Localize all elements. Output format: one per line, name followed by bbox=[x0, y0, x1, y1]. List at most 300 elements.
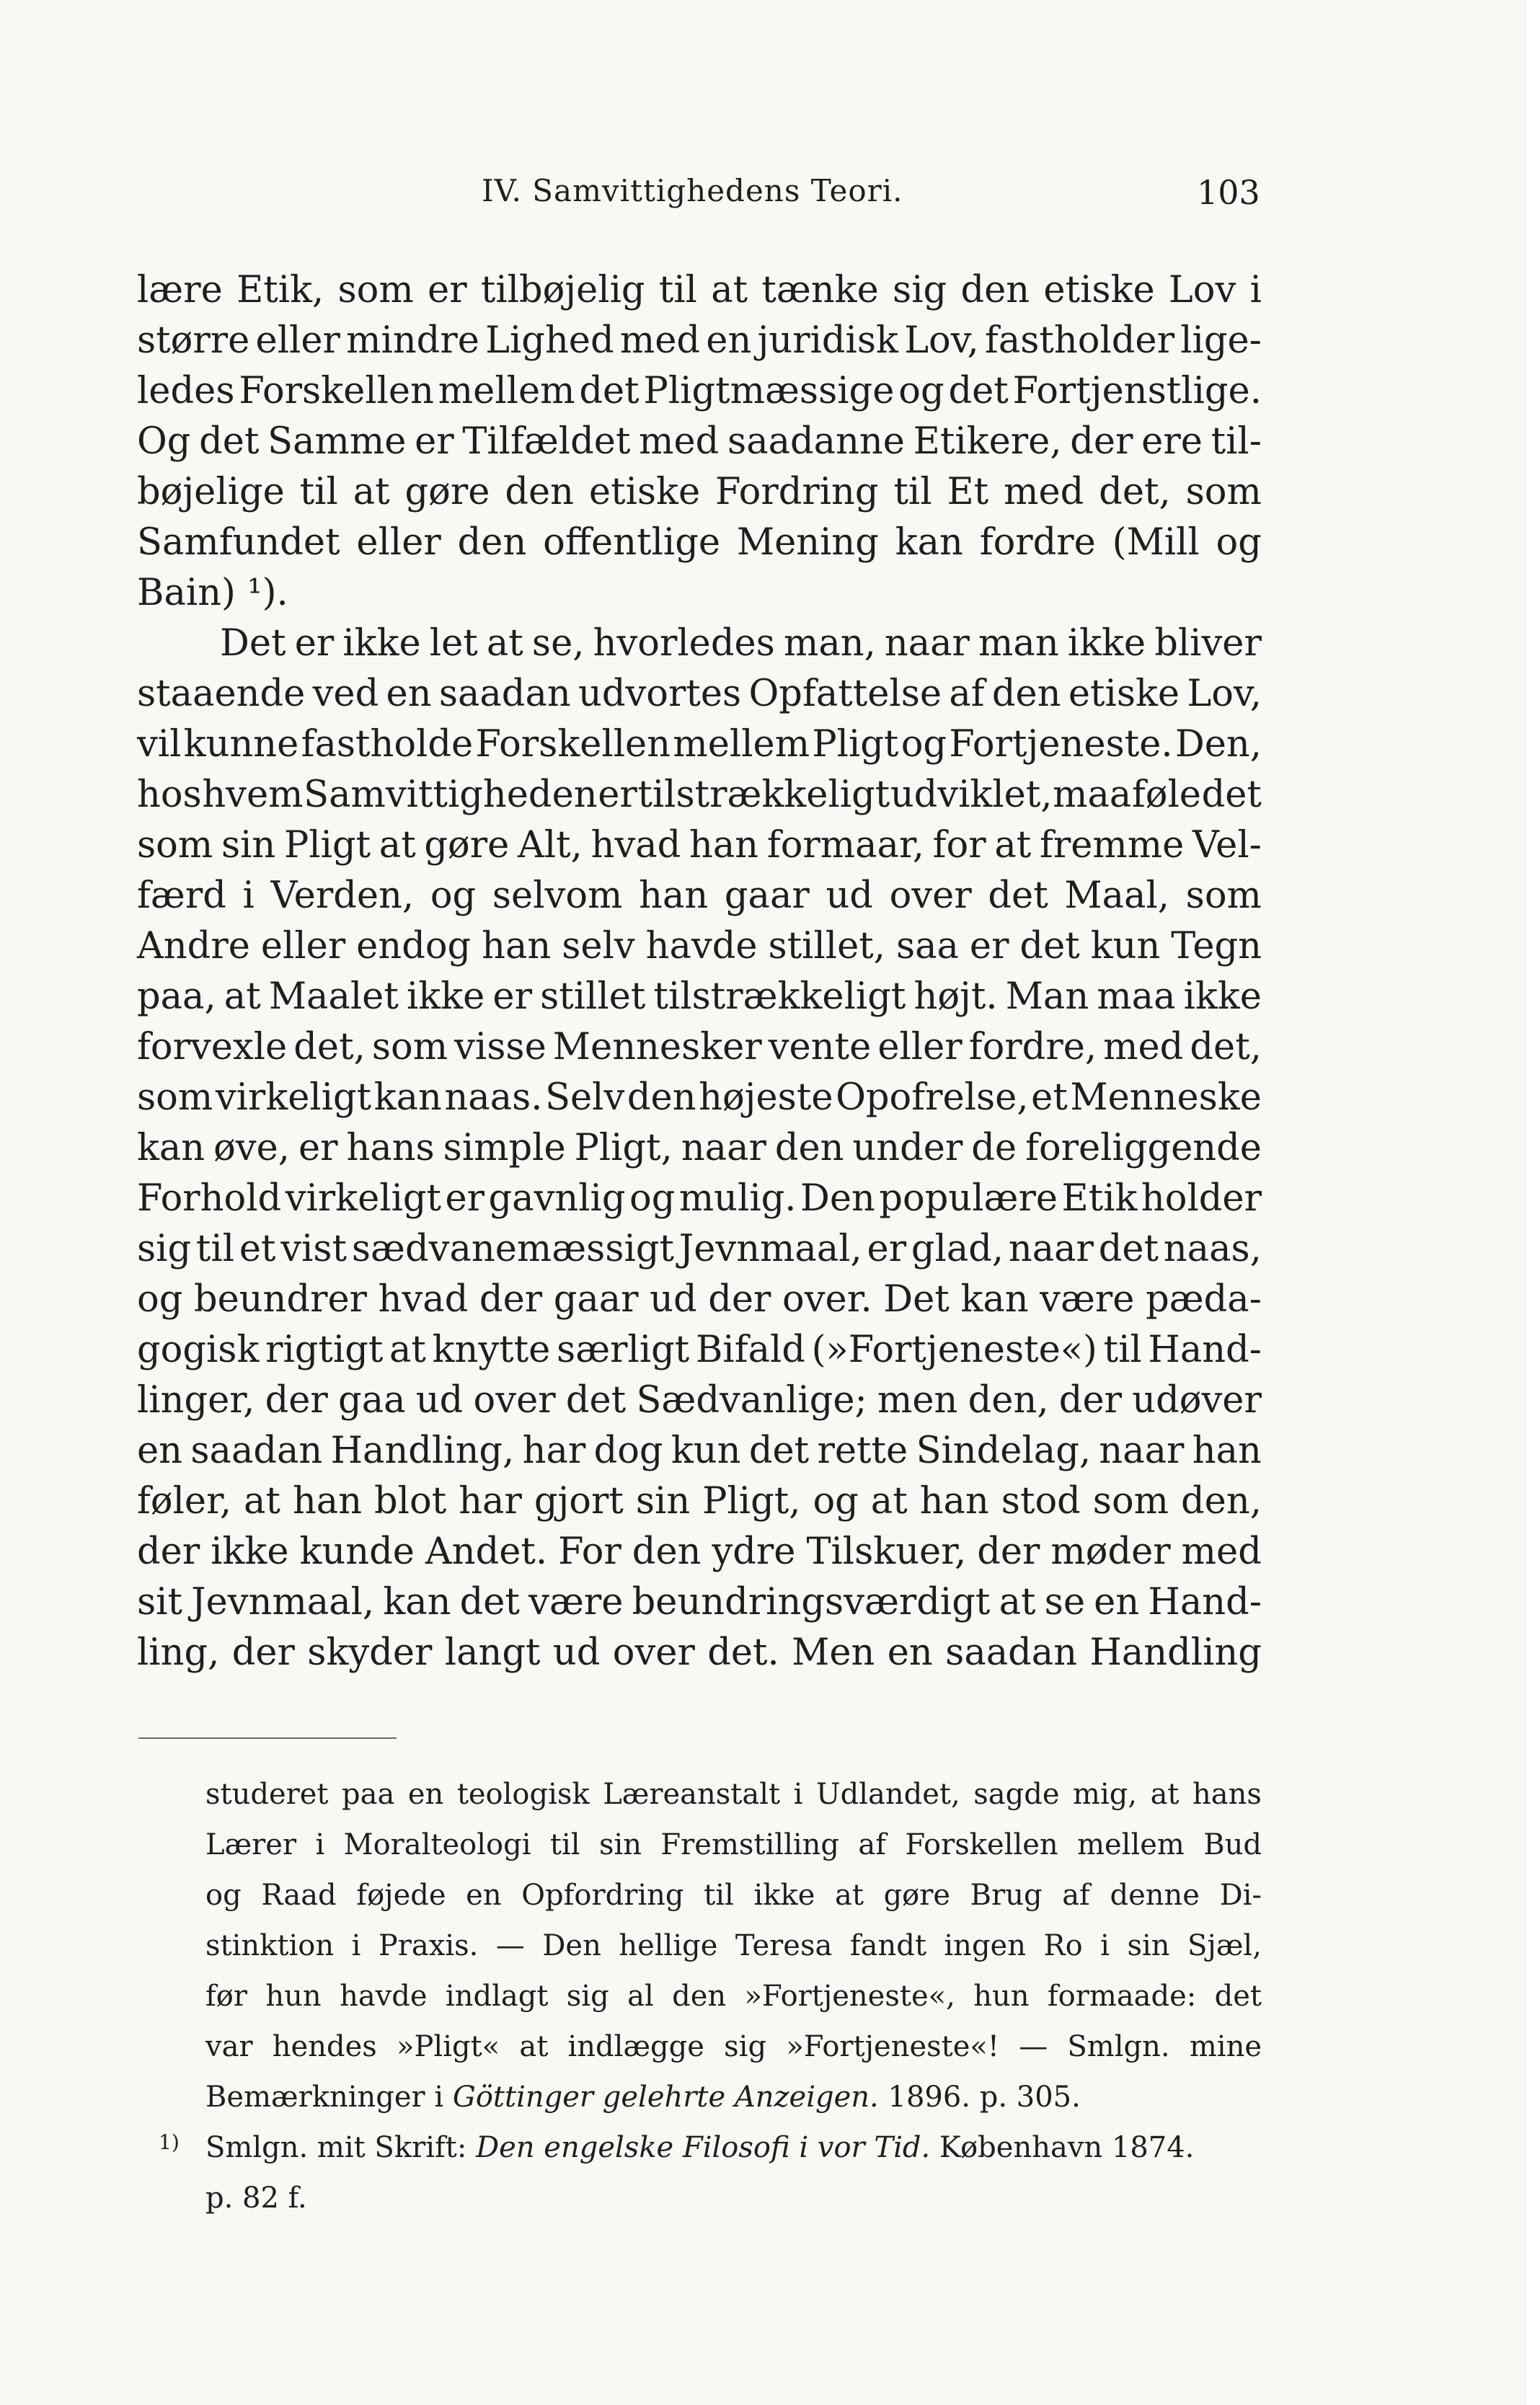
word: Lov, bbox=[1187, 673, 1262, 715]
word: foreliggende bbox=[1025, 1127, 1262, 1169]
word: blot bbox=[374, 1480, 447, 1523]
word: naas, bbox=[1163, 1228, 1262, 1270]
word: hellige bbox=[619, 1929, 718, 1962]
word: saadan bbox=[945, 1631, 1078, 1674]
word: der bbox=[137, 1531, 200, 1573]
text-line bbox=[137, 265, 1262, 316]
word: »Fortjeneste«, bbox=[744, 1980, 955, 2013]
word: og bbox=[430, 874, 477, 917]
word: ikke bbox=[211, 1531, 289, 1573]
footnote-text: København 1874. bbox=[930, 2131, 1195, 2164]
footnote-text: p. 82 f. bbox=[205, 2182, 307, 2215]
word: Sjæl, bbox=[1187, 1929, 1262, 1962]
word: ikke bbox=[753, 1879, 815, 1912]
word: ledes bbox=[137, 370, 235, 412]
word: Man bbox=[1005, 975, 1089, 1018]
word: som bbox=[337, 269, 414, 311]
word: fremme bbox=[1039, 824, 1185, 867]
word: over bbox=[889, 874, 972, 917]
word: Forskellen bbox=[475, 723, 671, 766]
footnote-line bbox=[205, 1975, 1262, 2026]
word: stillet bbox=[540, 975, 646, 1018]
word: knytte bbox=[432, 1329, 551, 1371]
word: etiske bbox=[1043, 269, 1155, 311]
word: at bbox=[486, 622, 523, 665]
word: Etikere, bbox=[913, 420, 1062, 463]
word: kan bbox=[383, 1581, 451, 1624]
word: at bbox=[1150, 1778, 1180, 1811]
word: i bbox=[793, 1778, 803, 1811]
text-line bbox=[137, 1426, 1262, 1476]
word: formaar, bbox=[766, 824, 924, 867]
word: Opfattelse bbox=[748, 673, 942, 715]
word: etiske bbox=[588, 471, 701, 513]
footnote-line bbox=[205, 1773, 1262, 1824]
word: man bbox=[978, 622, 1059, 665]
word: den, bbox=[968, 1379, 1049, 1422]
word: en bbox=[386, 673, 432, 715]
word: stinktion bbox=[205, 1929, 335, 1962]
word: er bbox=[969, 925, 1009, 967]
word: var bbox=[205, 2030, 253, 2063]
word: for bbox=[932, 824, 986, 867]
word: Samme bbox=[267, 420, 407, 463]
word: ere bbox=[1141, 420, 1203, 463]
word: som bbox=[137, 1076, 213, 1119]
word: den, bbox=[1181, 1480, 1262, 1523]
word: hvorledes bbox=[593, 622, 775, 665]
word: sit bbox=[137, 1581, 182, 1624]
word: tilstrækkeligt bbox=[637, 774, 890, 816]
word: gøre bbox=[424, 824, 510, 867]
word: den bbox=[991, 673, 1061, 715]
word: sin bbox=[598, 1828, 642, 1861]
word: det bbox=[1098, 1228, 1159, 1270]
word: glad, bbox=[911, 1228, 1004, 1270]
word: sagde bbox=[973, 1778, 1060, 1811]
word: i bbox=[351, 1929, 361, 1962]
word: har bbox=[459, 1480, 522, 1523]
word: som bbox=[1092, 1480, 1169, 1523]
word: eller bbox=[260, 925, 346, 967]
word: er bbox=[428, 269, 467, 311]
text-line bbox=[137, 1123, 1262, 1174]
word: udøver bbox=[1132, 1379, 1262, 1422]
word: Bain) ¹). bbox=[137, 572, 288, 614]
word: det, bbox=[293, 1026, 366, 1068]
word: Men bbox=[792, 1631, 875, 1674]
word: og bbox=[1216, 521, 1262, 564]
word: etiske bbox=[1068, 673, 1180, 715]
word: at bbox=[999, 1581, 1036, 1624]
word: sig bbox=[724, 2030, 767, 2063]
word: formaade: bbox=[1047, 1980, 1197, 2013]
word: gaa bbox=[338, 1379, 406, 1422]
word: fordre bbox=[979, 521, 1096, 564]
word: at bbox=[870, 1480, 908, 1523]
word: visse bbox=[454, 1026, 546, 1068]
word: Andre bbox=[137, 925, 250, 967]
word: (Mill bbox=[1112, 521, 1200, 564]
word: staaende bbox=[137, 673, 306, 715]
word: naar bbox=[1008, 1228, 1094, 1270]
footnote-text: Bemærkninger i bbox=[205, 2081, 453, 2114]
word: fordre, bbox=[968, 1026, 1097, 1068]
word: eller bbox=[877, 1026, 962, 1068]
word: Verden, bbox=[270, 874, 415, 917]
text-line bbox=[137, 871, 1262, 921]
word: Pligt, bbox=[574, 1127, 673, 1169]
word: det, bbox=[1099, 471, 1171, 513]
word: Sindelag, bbox=[916, 1430, 1092, 1472]
word: med bbox=[619, 319, 701, 362]
word: Det bbox=[883, 1278, 950, 1321]
word: simple bbox=[443, 1127, 566, 1169]
text-line bbox=[137, 719, 1262, 770]
word: gaar bbox=[724, 874, 810, 917]
word: Tilfældet bbox=[462, 420, 631, 463]
word: det bbox=[748, 1430, 810, 1472]
word: se bbox=[1044, 1581, 1085, 1624]
word: møder bbox=[1050, 1531, 1171, 1573]
word: ud bbox=[415, 1379, 464, 1422]
word: ikke bbox=[1183, 975, 1262, 1018]
word: gøre bbox=[404, 471, 490, 513]
word: øve, bbox=[213, 1127, 291, 1169]
word: han bbox=[1192, 1430, 1262, 1472]
text-line bbox=[137, 1476, 1262, 1527]
word: (»Fortjeneste«) bbox=[811, 1329, 1097, 1371]
word: større bbox=[137, 319, 250, 362]
page-number: 103 bbox=[1197, 173, 1260, 212]
text-line bbox=[137, 1224, 1262, 1275]
word: den bbox=[627, 1076, 696, 1119]
word: endog bbox=[356, 925, 472, 967]
word: havde bbox=[645, 925, 758, 967]
word: har bbox=[522, 1430, 586, 1472]
word: føjede bbox=[356, 1879, 446, 1912]
word: gavnlig bbox=[488, 1177, 626, 1220]
word: til bbox=[299, 471, 338, 513]
word: tilstrækkeligt bbox=[653, 975, 906, 1018]
word: et bbox=[1031, 1076, 1068, 1119]
word: saadan bbox=[438, 673, 571, 715]
word: Fremstilling bbox=[660, 1828, 840, 1861]
word: særligt bbox=[557, 1329, 690, 1371]
word: lige- bbox=[1180, 319, 1262, 362]
word: Bifald bbox=[695, 1329, 805, 1371]
word: over bbox=[612, 1631, 695, 1674]
word: hvad bbox=[590, 824, 681, 867]
word: Bud bbox=[1203, 1828, 1262, 1861]
word: mine bbox=[1189, 2030, 1262, 2063]
word: at bbox=[244, 1480, 280, 1523]
word: Den bbox=[800, 1177, 875, 1220]
word: og bbox=[898, 370, 944, 412]
word: til bbox=[704, 1879, 734, 1912]
word: Og bbox=[137, 420, 191, 463]
word: Lighed bbox=[485, 319, 614, 362]
word: en bbox=[1094, 1581, 1140, 1624]
word: de bbox=[971, 1127, 1017, 1169]
word: det bbox=[1201, 774, 1262, 816]
word: vist bbox=[280, 1228, 348, 1270]
word: Sædvanlige; bbox=[636, 1379, 867, 1422]
word: at bbox=[835, 1879, 864, 1912]
word: han bbox=[919, 1480, 989, 1523]
word: den bbox=[672, 1980, 727, 2013]
footnote-line bbox=[205, 1925, 1262, 1975]
word: det bbox=[199, 420, 260, 463]
word: sædvanemæssigt bbox=[351, 1228, 674, 1270]
word: der bbox=[1070, 420, 1133, 463]
word: hun bbox=[265, 1980, 322, 2013]
word: som bbox=[371, 1026, 448, 1068]
word: at bbox=[379, 824, 416, 867]
word: maa bbox=[1053, 774, 1132, 816]
word: den bbox=[774, 1127, 844, 1169]
word: havde bbox=[340, 1980, 428, 2013]
word: indlagt bbox=[445, 1980, 549, 2013]
word: hos bbox=[137, 774, 202, 816]
word: Praxis. bbox=[378, 1929, 479, 1962]
word: paa, bbox=[137, 975, 216, 1018]
word: det bbox=[948, 370, 1009, 412]
text-line bbox=[137, 1628, 1262, 1678]
word: over bbox=[473, 1379, 556, 1422]
word: naas. bbox=[444, 1076, 543, 1119]
word: er bbox=[867, 1228, 907, 1270]
word: ved bbox=[312, 673, 379, 715]
word: For bbox=[558, 1531, 621, 1573]
text-line bbox=[137, 921, 1262, 972]
word: mindre bbox=[346, 319, 479, 362]
word: en bbox=[887, 1631, 933, 1674]
word: er bbox=[415, 420, 454, 463]
word: er bbox=[598, 774, 637, 816]
word: Menneske bbox=[1070, 1076, 1262, 1119]
text-line bbox=[137, 770, 1262, 820]
word: mellem bbox=[1077, 1828, 1185, 1861]
word: beundrer bbox=[193, 1278, 368, 1321]
text-line bbox=[137, 1577, 1262, 1628]
word: udvortes bbox=[578, 673, 742, 715]
word: fandt bbox=[849, 1929, 926, 1962]
word: er bbox=[492, 975, 532, 1018]
word: en bbox=[407, 1778, 444, 1811]
word: vente bbox=[768, 1026, 872, 1068]
word: »Pligt« bbox=[397, 2030, 500, 2063]
word: føler, bbox=[137, 1480, 232, 1523]
word: den bbox=[632, 1531, 702, 1573]
text-line bbox=[137, 1073, 1262, 1123]
word: Pligt bbox=[284, 824, 371, 867]
word: gogisk bbox=[137, 1329, 260, 1371]
word: der bbox=[479, 1278, 543, 1321]
word: men bbox=[877, 1379, 958, 1422]
text-line bbox=[137, 1275, 1262, 1325]
word: ingen bbox=[944, 1929, 1026, 1962]
word: kunne bbox=[183, 723, 299, 766]
text-line bbox=[137, 316, 1262, 366]
word: gøre bbox=[883, 1879, 951, 1912]
text-line bbox=[137, 568, 1262, 619]
word: det bbox=[565, 1379, 627, 1422]
word: eller bbox=[356, 521, 441, 564]
word: Et bbox=[947, 471, 989, 513]
word: Vel- bbox=[1192, 824, 1262, 867]
word: i bbox=[1249, 269, 1262, 311]
footnote-line bbox=[205, 2026, 1262, 2076]
word: Pligt bbox=[812, 723, 899, 766]
word: sig bbox=[137, 1228, 192, 1270]
text-line bbox=[137, 1376, 1262, 1426]
text-line bbox=[137, 669, 1262, 719]
text-line bbox=[137, 366, 1262, 417]
word: »Fortjeneste«! bbox=[786, 2030, 999, 2063]
word: og bbox=[813, 1480, 859, 1523]
page-header bbox=[0, 173, 1540, 216]
word: som bbox=[1185, 874, 1262, 917]
word: hvem bbox=[202, 774, 304, 816]
word: Ro bbox=[1043, 1929, 1083, 1962]
word: at bbox=[224, 975, 261, 1018]
footnote-text: 1896. p. 305. bbox=[878, 2081, 1081, 2114]
word: mulig. bbox=[678, 1177, 797, 1220]
word: det. bbox=[707, 1631, 779, 1674]
word: af bbox=[858, 1828, 887, 1861]
word: som bbox=[137, 824, 213, 867]
word: at bbox=[389, 1329, 426, 1371]
word: en bbox=[466, 1879, 502, 1912]
journal-title: Göttinger gelehrte Anzeigen. bbox=[452, 2081, 879, 2114]
word: sig bbox=[566, 1980, 609, 2013]
word: et bbox=[239, 1228, 276, 1270]
text-line bbox=[137, 417, 1262, 467]
footnotes bbox=[159, 1773, 1262, 2228]
word: skyder bbox=[307, 1631, 433, 1674]
word: i bbox=[315, 1828, 325, 1861]
word: han bbox=[482, 925, 552, 967]
footnote-1 bbox=[159, 2127, 1262, 2177]
word: af bbox=[1062, 1879, 1090, 1912]
text-line bbox=[137, 820, 1262, 871]
word: hvad bbox=[378, 1278, 469, 1321]
word: og bbox=[205, 1879, 242, 1912]
word: til bbox=[893, 471, 932, 513]
word: Alt, bbox=[518, 824, 583, 867]
word: af bbox=[949, 673, 985, 715]
text-line bbox=[137, 619, 1262, 669]
footnote-line bbox=[205, 1874, 1262, 1925]
word: Mening bbox=[736, 521, 879, 564]
word: hun bbox=[973, 1980, 1030, 2013]
word: sin bbox=[635, 1480, 691, 1523]
word: kan bbox=[895, 521, 963, 564]
word: og bbox=[900, 723, 947, 766]
word: det bbox=[1019, 925, 1080, 967]
word: Andet. bbox=[425, 1531, 548, 1573]
word: kan bbox=[960, 1278, 1029, 1321]
word: paa bbox=[342, 1778, 395, 1811]
word: mellem bbox=[438, 370, 575, 412]
body-text bbox=[137, 265, 1262, 1678]
word: han bbox=[639, 874, 709, 917]
text-line bbox=[137, 1527, 1262, 1577]
word: Tilskuer, bbox=[806, 1531, 967, 1573]
word: det bbox=[459, 1581, 520, 1624]
word: kunde bbox=[299, 1531, 415, 1573]
word: Fortjenstlige. bbox=[1012, 370, 1262, 412]
word: han bbox=[292, 1480, 363, 1523]
word: Fortjeneste. bbox=[949, 723, 1173, 766]
word: Hand- bbox=[1148, 1581, 1262, 1624]
word: Den bbox=[542, 1929, 601, 1962]
word: og bbox=[629, 1177, 676, 1220]
word: — bbox=[1019, 2030, 1048, 2063]
word: Handling, bbox=[330, 1430, 515, 1472]
word: saadan bbox=[190, 1430, 323, 1472]
book-title: Den engelske Filosofi i vor Tid. bbox=[476, 2131, 931, 2164]
word: dog bbox=[593, 1430, 663, 1472]
word: ikke bbox=[342, 622, 421, 665]
word: man, bbox=[783, 622, 876, 665]
word: ikke bbox=[406, 975, 485, 1018]
word: Forskellen bbox=[239, 370, 434, 412]
word: Brug bbox=[970, 1879, 1043, 1912]
word: er bbox=[294, 622, 335, 665]
word: eller bbox=[255, 319, 340, 362]
word: Di- bbox=[1219, 1879, 1262, 1912]
word: der bbox=[265, 1379, 328, 1422]
word: sin bbox=[1127, 1929, 1170, 1962]
word: til bbox=[195, 1228, 235, 1270]
word: saadanne bbox=[727, 420, 905, 463]
word: selv bbox=[562, 925, 635, 967]
word: at bbox=[994, 824, 1032, 867]
word: naar bbox=[1099, 1430, 1185, 1472]
word: Samfundet bbox=[137, 521, 340, 564]
footnote-text: Smlgn. mit Skrift: bbox=[205, 2131, 477, 2164]
word: Mennesker bbox=[552, 1026, 762, 1068]
word: Lærer bbox=[205, 1828, 297, 1861]
word: Opfordring bbox=[521, 1879, 684, 1912]
word: Lov, bbox=[904, 319, 979, 362]
word: kun bbox=[1090, 925, 1161, 967]
word: højt. bbox=[913, 975, 998, 1018]
word: pæda- bbox=[1146, 1278, 1262, 1321]
word: Selv bbox=[545, 1076, 625, 1119]
word: fastholder bbox=[984, 319, 1174, 362]
word: holder bbox=[1141, 1177, 1262, 1220]
word: naar bbox=[884, 622, 970, 665]
word: der bbox=[977, 1531, 1040, 1573]
word: ikke bbox=[1067, 622, 1146, 665]
word: Maalet bbox=[268, 975, 399, 1018]
word: maa bbox=[1097, 975, 1176, 1018]
word: ud bbox=[650, 1278, 697, 1321]
word: bliver bbox=[1154, 622, 1262, 665]
word: med bbox=[639, 420, 720, 463]
word: denne bbox=[1110, 1879, 1200, 1912]
word: der bbox=[708, 1278, 771, 1321]
word: Læreanstalt bbox=[603, 1778, 781, 1811]
word: indlægge bbox=[567, 2030, 704, 2063]
word: Tegn bbox=[1171, 925, 1262, 967]
word: i bbox=[242, 874, 255, 917]
running-title: IV. Samvittighedens Teori. bbox=[482, 173, 903, 208]
word: lære bbox=[137, 269, 223, 311]
